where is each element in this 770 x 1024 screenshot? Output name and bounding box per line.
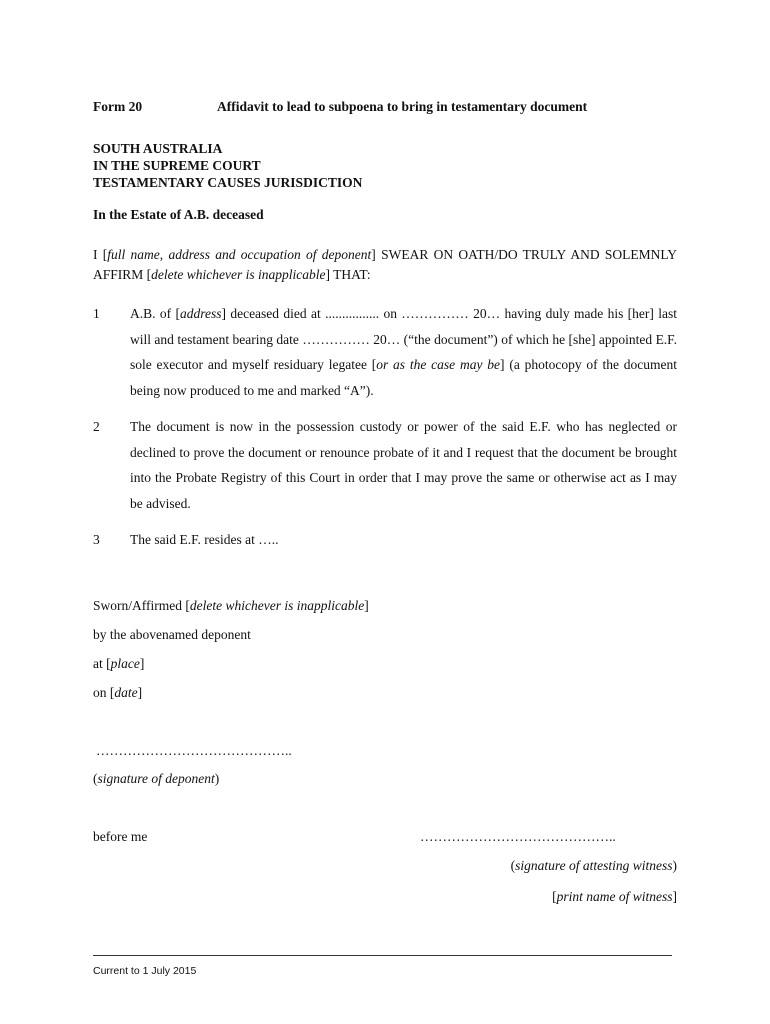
court-heading — [93, 140, 362, 191]
jurat-at-close: ] — [139, 656, 145, 671]
deponent-signature-line: …………………………………….. — [96, 743, 292, 758]
jurat-sworn-text: Sworn/Affirmed [ — [93, 598, 190, 613]
footer-divider — [93, 955, 672, 956]
court-jurisdiction: TESTAMENTARY CAUSES JURISDICTION — [93, 175, 363, 190]
jurat-sworn-placeholder: delete whichever is inapplicable — [189, 598, 365, 613]
jurat-sworn — [93, 598, 369, 614]
witness-signature-line: …………………………………….. — [420, 829, 616, 844]
jurat-at — [93, 656, 144, 672]
paragraph-2: The document is now in the possession custody or power of the said E.F. who has neglected or declined to prove the document or renounce probate of it and I request that the document be brought into the Probate Registry of this Court in order that I may prove the same or otherwise act as I may be advised. — [130, 419, 677, 511]
witness-caption-text: signature of attesting witness — [515, 858, 673, 873]
footer-currency-note: Current to 1 July 2015 — [93, 965, 197, 977]
form-title: Affidavit to lead to subpoena to bring in testamentary document — [217, 99, 588, 114]
jurat-at-placeholder: place — [110, 656, 140, 671]
paragraph-3: The said E.F. resides at ….. — [130, 532, 279, 547]
jurat-on-close: ] — [137, 685, 143, 700]
jurat-at-text: at [ — [93, 656, 111, 671]
paragraph-number-1: 1 — [93, 306, 100, 321]
print-name-close: ] — [672, 889, 677, 904]
witness-caption-open: ( — [510, 858, 516, 873]
intro-text-2: ] SWEAR ON OATH/DO TRULY AND SOLEMNLY AFFIRM [ — [93, 247, 678, 282]
jurat-by: by the abovenamed deponent — [93, 627, 251, 642]
paragraph-1-placeholder-case: or as the case may be — [376, 357, 501, 372]
deponent-signature-caption — [93, 771, 219, 787]
court-name: IN THE SUPREME COURT — [93, 158, 261, 173]
court-state: SOUTH AUSTRALIA — [93, 141, 223, 156]
deponent-caption-open: ( — [93, 771, 98, 786]
intro-placeholder-delete: delete whichever is inapplicable — [151, 267, 326, 282]
intro-paragraph — [93, 245, 677, 285]
print-name-open: [ — [552, 889, 557, 904]
form-number: Form 20 — [93, 99, 143, 114]
jurat-on-placeholder: date — [114, 685, 138, 700]
deponent-caption-close: ) — [214, 771, 220, 786]
paragraph-number-2: 2 — [93, 419, 100, 434]
paragraph-1-placeholder-address: address — [179, 306, 222, 321]
paragraph-number-3: 3 — [93, 532, 100, 547]
paragraph-1-text-c: ] deceased died at ................ on …………… 20… having duly made his [her] last will and testament bearing date …………… 20… (“the document”) of which he [she] appointed E.F. sole executor and myself residuary legatee [ — [130, 306, 678, 372]
intro-text-1: I [ — [93, 247, 108, 262]
deponent-caption-text: signature of deponent — [97, 771, 215, 786]
paragraph-1 — [130, 301, 677, 403]
estate-heading: In the Estate of A.B. deceased — [93, 207, 264, 222]
jurat-sworn-close: ] — [364, 598, 369, 613]
print-name-text: print name of witness — [556, 889, 673, 904]
witness-caption-close: ) — [672, 858, 677, 873]
witness-print-name — [552, 889, 677, 905]
witness-signature-caption — [511, 858, 677, 874]
jurat-on — [93, 685, 142, 701]
jurat-on-text: on [ — [93, 685, 115, 700]
before-me: before me — [93, 829, 148, 844]
intro-placeholder-deponent: full name, address and occupation of deponent — [107, 247, 372, 262]
paragraph-1-text-e: ] (a photocopy of the document being now produced to me and marked “A”). — [130, 357, 677, 398]
paragraph-1-text-a: A.B. of [ — [130, 306, 180, 321]
intro-text-3: ] THAT: — [325, 267, 371, 282]
